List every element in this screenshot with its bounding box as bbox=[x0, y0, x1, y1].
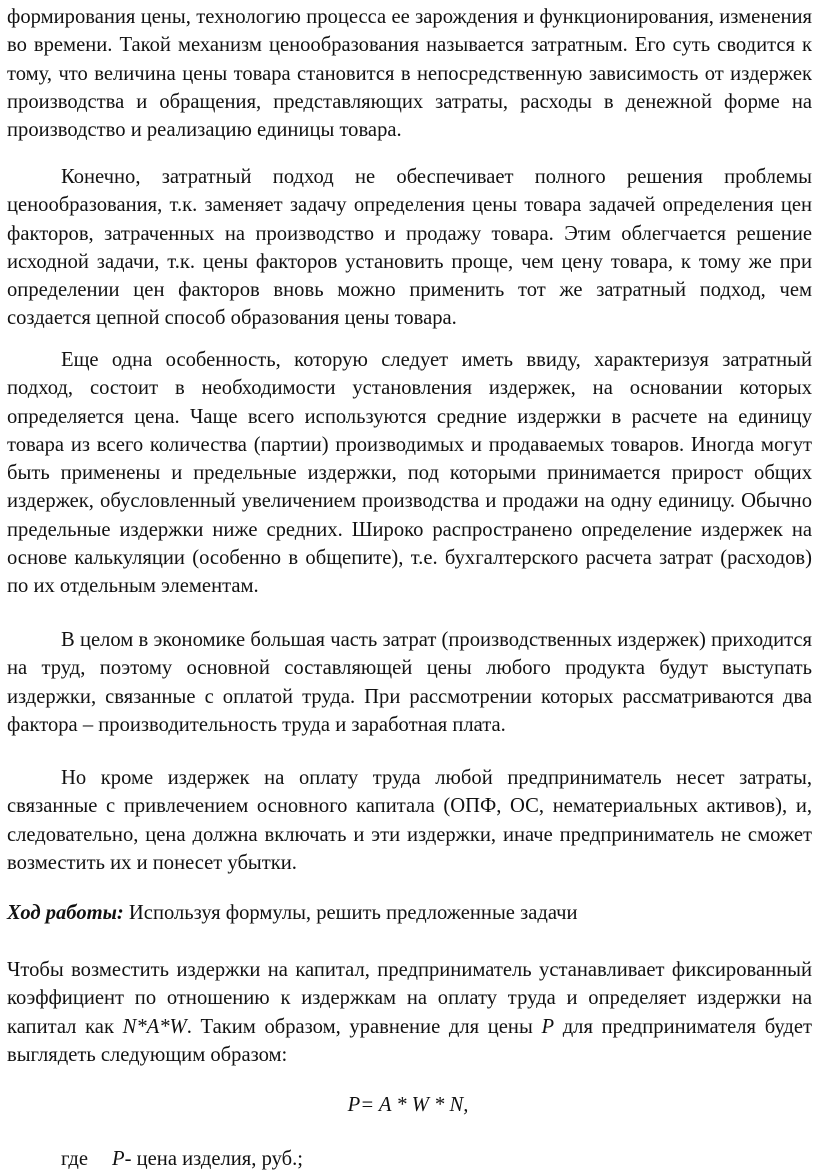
inline-formula: N*A*W bbox=[122, 1015, 187, 1038]
paragraph-explanation bbox=[7, 956, 812, 1069]
procedure-label: Ход работы: bbox=[7, 902, 124, 924]
where-symbol: P- bbox=[112, 1148, 132, 1170]
procedure-line bbox=[7, 899, 578, 927]
paragraph-cost-approach: Конечно, затратный подход не обеспечивает полного решения проблемы ценообразования, т.к. заменяет задачу определения цены товара задачей определения цен факторов, затраченных на производство и продажу товара. Этим облегчается решение исходной задачи, т.к. цены факторов установить проще, чем цену товара, к тому же при определении цен факторов вновь можно применить тот же затратный подход, чем создается цепной способ образования цены товара. bbox=[7, 166, 812, 330]
paragraph-labor-costs: В целом в экономике большая часть затрат (производственных издержек) приходится на труд, поэтому основной составляющей цены любого продукта будут выступать издержки, связанные с оплатой труда. При рассмотрении которых рассматриваются два фактора – производительность труда и заработная плата. bbox=[7, 629, 812, 736]
price-symbol: P bbox=[541, 1015, 555, 1038]
procedure-text: Используя формулы, решить предложенные задачи bbox=[123, 902, 578, 924]
where-label: где bbox=[61, 1148, 89, 1170]
price-formula: P= A * W * N, bbox=[347, 1094, 469, 1116]
paragraph-cost-features: Еще одна особенность, которую следует иметь ввиду, характеризуя затратный подход, состоит в необходимости установления издержек, на основании которых определяется цена. Чаще всего используются средние издержки в расчете на единицу товара из всего количества (партии) производимых и продаваемых товаров. Иногда могут быть применены и предельные издержки, под которыми принимается прирост общих издержек, обусловленный увеличением производства и продажи на одну единицу. Обычно предельные издержки ниже средних. Широко распространено определение издержек на основе калькуляции (особенно в общепите), т.е. бухгалтерского расчета затрат (расходов) по их отдельным элементам. bbox=[7, 349, 812, 598]
paragraph-capital-costs: Но кроме издержек на оплату труда любой предприниматель несет затраты, связанные с привлечением основного капитала (ОПФ, ОС, нематериальных активов), и, следовательно, цена должна включать и эти издержки, иначе предприниматель не сможет возместить их и понесет убытки. bbox=[7, 767, 812, 874]
explanation-text-3: для предпринимателя будет выглядеть следующим образом: bbox=[7, 1015, 813, 1066]
where-text: цена изделия, руб.; bbox=[131, 1148, 303, 1170]
paragraph-pricing-mechanism: формирования цены, технологию процесса ее зарождения и функционирования, изменения во времени. Такой механизм ценообразования называется затратным. Его суть сводится к тому, что величина цены товара становится в непосредственную зависимость от издержек производства и обращения, представляющих затраты, расходы в денежной форме на производство и реализацию единицы товара. bbox=[7, 6, 812, 142]
explanation-text-1: Чтобы возместить издержки на капитал, предприниматель устанавливает фиксированный коэффициент по отношению к издержкам на оплату труда и определяет издержки на капитал как bbox=[7, 959, 812, 1038]
explanation-text-2: . Таким образом, уравнение для цены bbox=[186, 1015, 542, 1038]
where-line bbox=[61, 1145, 303, 1173]
